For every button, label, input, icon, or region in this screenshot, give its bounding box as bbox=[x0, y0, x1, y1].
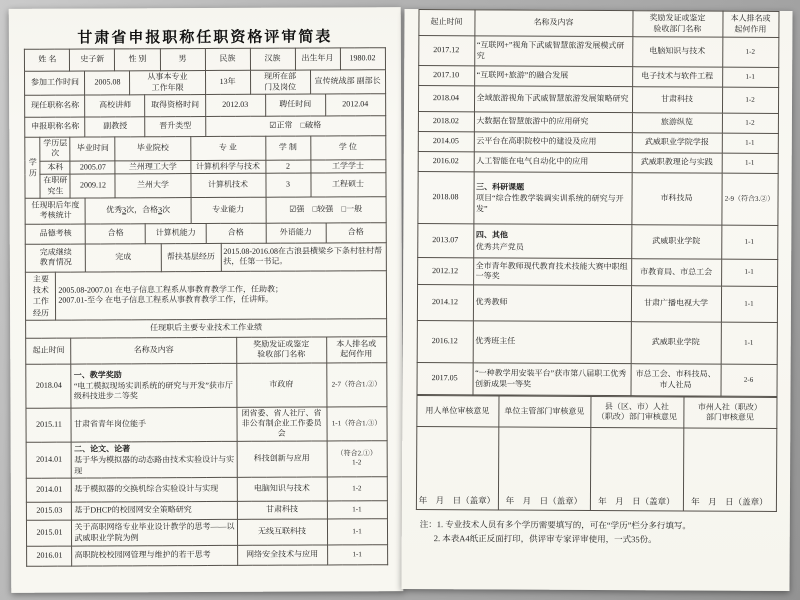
work-org: 市政府 bbox=[236, 363, 326, 407]
work-time: 2016.12 bbox=[417, 321, 473, 363]
works-row bbox=[418, 132, 778, 154]
edu-gradtime: 2009.12 bbox=[70, 174, 115, 198]
work-rank: 1-2 bbox=[352, 458, 362, 467]
work-rank: 1-1 bbox=[744, 299, 754, 308]
works-header-row bbox=[418, 10, 778, 38]
aid-label: 帮扶基层经历 bbox=[161, 243, 221, 271]
work-rank: 1-1（符合1.③） bbox=[331, 418, 382, 428]
edu-h-degree: 学 位 bbox=[310, 136, 385, 160]
promo-type-label: 晋升类型 bbox=[145, 117, 205, 137]
ethnic-label: 民族 bbox=[205, 48, 250, 70]
works-row bbox=[418, 86, 778, 114]
edu-h-length: 学 制 bbox=[265, 136, 310, 160]
works-row bbox=[418, 66, 778, 88]
work-name: 基于模拟器的交换机综合实验设计与实现 bbox=[74, 484, 219, 494]
work-name-cell bbox=[72, 441, 237, 478]
workstart-value: 2005.08 bbox=[85, 71, 130, 95]
opinions-body-row bbox=[416, 427, 776, 512]
work-rank-cell bbox=[722, 133, 778, 153]
work-rank-cell bbox=[722, 153, 778, 173]
edu-h-level: 学历层次 bbox=[40, 137, 70, 161]
work-org: 团省委、省人社厅、省非公有制企业工作委员会 bbox=[236, 407, 326, 442]
work-org: 电脑知识与技术 bbox=[237, 477, 327, 501]
years-label: 从事本专业 工作年限 bbox=[130, 71, 205, 95]
work-time: 2017.12 bbox=[418, 36, 474, 66]
work-rank: 2-7（符合1.②） bbox=[331, 379, 382, 389]
work-org: 电脑知识与技术 bbox=[632, 37, 722, 67]
work-org: 网络安全技术与应用 bbox=[237, 545, 327, 565]
work-section-label: 四、其他 bbox=[475, 230, 508, 240]
work-time: 2016.01 bbox=[27, 546, 72, 566]
work-time: 2018.08 bbox=[417, 172, 473, 224]
work-name: 关于高职网络专业毕业设计教学的思考——以武威职业学院为例 bbox=[74, 522, 235, 543]
work-rank-note: （符合2.①） bbox=[336, 449, 377, 458]
work-name-cell bbox=[473, 258, 631, 286]
date-stamp-line: 年 月 日（盖章） bbox=[418, 495, 496, 506]
birth-label: 出生年月 bbox=[295, 48, 340, 70]
row-checks bbox=[26, 223, 386, 245]
work-time: 2017.05 bbox=[417, 363, 473, 395]
opinion-cell-city bbox=[683, 428, 776, 511]
works-row bbox=[418, 36, 778, 68]
form-page-2 bbox=[401, 9, 792, 591]
appraisal-value bbox=[86, 198, 191, 224]
ethnic-value: 汉族 bbox=[250, 48, 295, 70]
work-name-cell bbox=[473, 321, 631, 364]
work-org: 武威职业学院学报 bbox=[632, 133, 722, 153]
work-name-cell bbox=[473, 363, 631, 396]
edu-header-row bbox=[25, 136, 385, 161]
edu-h-school: 毕业院校 bbox=[115, 137, 190, 161]
work-name-cell bbox=[474, 86, 632, 113]
work-rank: 2-9（符合3.②） bbox=[724, 194, 775, 203]
work-name: “电工模拟现场实训系统的研究与开发”获市厅级科技进步二等奖 bbox=[73, 380, 233, 401]
opinion-cell-employer bbox=[416, 427, 498, 510]
work-rank: 1-1 bbox=[744, 268, 754, 277]
work-rank: 1-1 bbox=[744, 338, 754, 347]
edu-h-gradtime: 毕业时间 bbox=[70, 137, 115, 161]
work-org: 甘肃科技 bbox=[632, 87, 722, 113]
opinions-table bbox=[415, 395, 777, 512]
work-rank-cell bbox=[720, 364, 776, 396]
work-rank: 1-1 bbox=[744, 237, 754, 246]
row-appraisal bbox=[25, 197, 385, 225]
gender-value: 男 bbox=[160, 49, 205, 71]
work-rank-cell bbox=[327, 441, 387, 477]
works-row bbox=[27, 501, 387, 521]
work-name: “互联网+旅游”的融合发展 bbox=[476, 70, 569, 81]
workstart-label: 参加工作时间 bbox=[25, 71, 85, 95]
opinion-cell-supervisor bbox=[498, 427, 590, 510]
work-org: 甘肃广播电视大学 bbox=[631, 286, 721, 322]
work-rank-cell bbox=[326, 362, 386, 406]
edu-row bbox=[25, 173, 385, 198]
work-org: 市科技局 bbox=[631, 173, 721, 225]
foreign-value: 合格 bbox=[326, 223, 386, 243]
career-content bbox=[56, 271, 386, 320]
works-row bbox=[417, 172, 777, 226]
appraisal-label: 任现职后年度考核统计 bbox=[25, 198, 85, 224]
work-org: 武威职业学院 bbox=[631, 225, 721, 259]
applicant-info-table bbox=[24, 47, 387, 567]
work-rank-cell bbox=[722, 113, 778, 133]
work-org: 市总工会、市科技局、市人社局 bbox=[630, 364, 720, 396]
work-rank-cell bbox=[327, 501, 387, 519]
edu-major: 计算机技术 bbox=[190, 173, 265, 197]
work-rank-cell bbox=[327, 545, 387, 565]
work-time: 2012.12 bbox=[417, 258, 473, 285]
work-rank: 1-1 bbox=[745, 158, 755, 167]
work-rank: 1-2 bbox=[352, 484, 362, 493]
works-section-title: 任现职后主要专业技术工作业绩 bbox=[26, 318, 386, 338]
work-org: 武威职业学院 bbox=[631, 322, 721, 364]
date-stamp-line: 年 月 日（盖章） bbox=[691, 496, 768, 507]
work-rank: 1-1 bbox=[352, 505, 362, 514]
work-rank: 1-1 bbox=[745, 72, 755, 81]
row-workstart bbox=[25, 70, 385, 96]
work-rank-cell bbox=[327, 519, 387, 545]
edu-degree: 工学学士 bbox=[310, 159, 385, 173]
work-time: 2013.07 bbox=[417, 224, 473, 258]
form-notes bbox=[420, 518, 790, 547]
works-h-time: 起止时间 bbox=[26, 338, 71, 364]
work-time: 2014.12 bbox=[417, 285, 473, 321]
education-section bbox=[25, 136, 385, 199]
works-row bbox=[417, 258, 777, 287]
work-name: 云平台在高职院校中的建设及应用 bbox=[476, 136, 597, 147]
work-name: 优秀共产党员 bbox=[475, 241, 524, 252]
opinions-header-row bbox=[416, 396, 776, 429]
work-rank: 1-2 bbox=[745, 95, 755, 104]
row-apply-title bbox=[25, 116, 385, 138]
edu-level: 本科 bbox=[40, 161, 70, 175]
birth-value: 1980.02 bbox=[340, 48, 385, 70]
works-row bbox=[418, 152, 778, 174]
promo-type-checkboxes: ☑正常 □破格 bbox=[205, 116, 385, 137]
edu-h-major: 专 业 bbox=[190, 136, 265, 160]
work-rank-cell bbox=[722, 67, 778, 87]
works-row bbox=[417, 363, 777, 397]
date-stamp-line: 年 月 日（盖章） bbox=[505, 495, 583, 506]
work-rank-cell bbox=[722, 37, 778, 67]
works-table-page2 bbox=[416, 9, 779, 397]
appraisal-post: 次 bbox=[162, 205, 171, 215]
current-title-label: 现任职称名称 bbox=[25, 95, 85, 117]
work-rank-cell bbox=[722, 87, 778, 113]
work-org: 无线互联科技 bbox=[237, 519, 327, 545]
work-name-cell bbox=[72, 477, 237, 502]
works-row bbox=[417, 224, 777, 260]
work-section-label: 三、科研课题 bbox=[476, 182, 525, 192]
computer-value: 合格 bbox=[206, 223, 266, 243]
apply-title-label: 申报职称名称 bbox=[25, 117, 85, 137]
edu-school: 兰州大学 bbox=[115, 174, 190, 198]
foreign-label: 外语能力 bbox=[266, 223, 326, 243]
work-rank-cell bbox=[326, 406, 386, 440]
work-name-cell bbox=[473, 172, 631, 225]
work-name-cell bbox=[474, 36, 632, 67]
name-label: 姓 名 bbox=[25, 49, 70, 71]
work-rank-cell bbox=[721, 259, 777, 286]
works-row bbox=[27, 441, 387, 479]
work-rank-cell bbox=[721, 225, 777, 259]
edu-major: 计算机科学与技术 bbox=[190, 160, 265, 174]
work-name: 甘肃省青年岗位能手 bbox=[73, 419, 147, 429]
gender-label: 性 别 bbox=[115, 49, 160, 71]
row-career bbox=[26, 271, 386, 320]
work-section-label: 一、教学奖励 bbox=[73, 369, 122, 380]
work-name-cell bbox=[474, 132, 632, 153]
row-current-title bbox=[25, 94, 385, 118]
dept-value: 宣传统战部 副部长 bbox=[310, 70, 385, 94]
work-time: 2015.11 bbox=[26, 408, 71, 442]
works-h-org: 奖励发证或鉴定 验收部门名称 bbox=[236, 337, 326, 363]
opinion-cell-county bbox=[590, 427, 683, 510]
work-rank: 1-1 bbox=[745, 138, 755, 147]
ability-checkboxes: ☑强 □较强 □一般 bbox=[266, 197, 386, 224]
work-name: 项目“综合性教学装调实训系统的研究与开发” bbox=[475, 193, 624, 214]
works-h-org: 奖励发证或鉴定 验收部门名称 bbox=[632, 11, 722, 37]
row-continuing bbox=[26, 243, 386, 273]
dept-label: 现所在部 门及岗位 bbox=[250, 70, 310, 94]
work-time: 2018.04 bbox=[26, 364, 71, 408]
works-row bbox=[417, 321, 777, 365]
work-name: 高职院校校园网管理与维护的若干思考 bbox=[74, 550, 211, 560]
ability-label: 专业能力 bbox=[191, 197, 266, 223]
works-row bbox=[27, 477, 387, 503]
works-row bbox=[418, 112, 778, 134]
works-rows-right bbox=[417, 36, 779, 397]
hire-time-value: 2012.04 bbox=[325, 94, 385, 116]
years-value: 13年 bbox=[205, 70, 250, 94]
row-works-title bbox=[26, 318, 386, 338]
work-rank: 1-2 bbox=[745, 118, 755, 127]
career-line-2: 2007.01-至今 在电子信息工程系从事教育教学工作，任讲师。 bbox=[58, 295, 274, 305]
works-row bbox=[26, 406, 386, 442]
opinion-h-county: 县（区、市）人社 （职改）部门审核意见 bbox=[590, 396, 683, 427]
row-name bbox=[25, 48, 385, 72]
work-time: 2016.02 bbox=[418, 152, 474, 172]
work-time: 2017.10 bbox=[418, 66, 474, 86]
current-title-value: 高校讲师 bbox=[85, 95, 145, 117]
opinion-h-city: 市州人社（职改） 部门审核意见 bbox=[683, 397, 776, 428]
work-name: 优秀教师 bbox=[475, 297, 508, 307]
work-org: 市教育局、市总工会 bbox=[631, 259, 721, 286]
work-org: 武威职教理论与实践 bbox=[632, 153, 722, 173]
works-header-page2 bbox=[418, 10, 778, 38]
works-row bbox=[417, 285, 777, 323]
qual-time-label: 取得资格时间 bbox=[145, 95, 205, 117]
works-h-rank: 本人排名或 起何作用 bbox=[326, 336, 386, 362]
work-org: 科技创新与应用 bbox=[237, 441, 327, 478]
hire-time-label: 聘任时间 bbox=[265, 94, 325, 116]
work-time: 2015.01 bbox=[27, 520, 72, 546]
qual-time-value: 2012.03 bbox=[205, 94, 265, 116]
works-h-time: 起止时间 bbox=[418, 10, 474, 36]
opinion-h-employer: 用人单位审核意见 bbox=[416, 396, 498, 427]
work-name: 优秀班主任 bbox=[475, 336, 516, 346]
work-org: 甘肃科技 bbox=[237, 501, 327, 519]
work-rank: 1-1 bbox=[352, 527, 362, 536]
work-name-cell bbox=[71, 363, 236, 408]
work-rank: 1-2 bbox=[745, 47, 755, 56]
work-name: “一种教学用安装平台”获市第八届职工优秀创新成果一等奖 bbox=[475, 368, 627, 389]
excellent-count: 3 bbox=[122, 205, 127, 215]
moral-label: 品德考核 bbox=[26, 224, 86, 244]
work-time: 2018.02 bbox=[418, 112, 474, 132]
work-name-cell bbox=[473, 285, 631, 322]
edu-length: 2 bbox=[265, 160, 310, 174]
work-time: 2018.04 bbox=[418, 86, 474, 112]
edu-group-label: 学历 bbox=[25, 137, 40, 198]
continuing-value: 完成 bbox=[86, 244, 161, 272]
work-rank: 2-6 bbox=[743, 375, 754, 384]
appraisal-mid: 次，合格 bbox=[126, 205, 159, 215]
work-time: 2014.05 bbox=[418, 132, 474, 152]
work-rank-cell bbox=[721, 322, 777, 364]
work-name: 人工智能在电气自动化中的应用 bbox=[476, 156, 589, 167]
works-row bbox=[26, 362, 386, 408]
edu-school: 兰州理工大学 bbox=[115, 160, 190, 174]
edu-gradtime: 2005.07 bbox=[70, 161, 115, 175]
works-row bbox=[27, 519, 387, 547]
work-name: 基于华为模拟器的动态路由技术实验设计与实现 bbox=[74, 455, 235, 476]
appraisal-pre: 优秀 bbox=[106, 205, 123, 215]
work-rank-cell bbox=[721, 173, 777, 225]
work-name-cell bbox=[72, 519, 237, 546]
works-h-name: 名称及内容 bbox=[71, 337, 236, 364]
work-name: 基于DHCP的校园网安全策略研究 bbox=[74, 505, 192, 515]
apply-title-value: 副教授 bbox=[85, 117, 145, 137]
work-name: “互联网+”视角下武威智慧旅游发展模式研究 bbox=[476, 40, 625, 60]
continuing-label: 完成继续 教育情况 bbox=[26, 244, 86, 272]
works-rows-left bbox=[26, 362, 387, 566]
computer-label: 计算机能力 bbox=[146, 223, 206, 243]
appraisal-section bbox=[25, 197, 386, 364]
works-h-name: 名称及内容 bbox=[474, 10, 632, 37]
edu-level: 在职研究生 bbox=[40, 174, 70, 198]
note-line-2: 2. 本表A4纸正反面打印，供评审专家评审使用，一式35份。 bbox=[433, 532, 657, 544]
career-label: 主要技术工作经历 bbox=[26, 272, 56, 320]
info-rows bbox=[25, 48, 386, 138]
works-row bbox=[27, 545, 387, 567]
name-value: 史子新 bbox=[70, 49, 115, 71]
work-name-cell bbox=[474, 152, 632, 173]
work-name-cell bbox=[71, 407, 236, 442]
aid-value: 2015.08-2016.08在古浪县横梁乡下条村驻村帮扶，任第一书记。 bbox=[221, 243, 386, 272]
opinion-h-supervisor: 单位主管部门审核意见 bbox=[498, 396, 590, 427]
works-header-row bbox=[26, 336, 386, 364]
work-time: 2014.01 bbox=[27, 478, 72, 502]
edu-length: 3 bbox=[265, 173, 310, 197]
edu-degree: 工程硕士 bbox=[310, 173, 385, 197]
works-h-rank: 本人排名或 起何作用 bbox=[722, 11, 778, 37]
work-time: 2015.03 bbox=[27, 502, 72, 520]
work-org: 旅游纵览 bbox=[632, 113, 722, 133]
work-rank-cell bbox=[721, 286, 777, 322]
work-name-cell bbox=[474, 66, 632, 87]
work-rank-cell bbox=[327, 477, 387, 501]
pass-count: 3 bbox=[158, 205, 163, 215]
work-name-cell bbox=[474, 112, 632, 133]
work-org: 电子技术与软件工程 bbox=[632, 67, 722, 87]
work-rank: 1-1 bbox=[352, 550, 362, 559]
date-stamp-line: 年 月 日（盖章） bbox=[598, 495, 675, 507]
work-name: 全市青年教师现代教育技术技能大赛中职组一等奖 bbox=[475, 260, 628, 281]
form-title: 甘肃省申报职称任职资格评审简表 bbox=[77, 29, 333, 47]
work-section-label: 二、论文、论著 bbox=[74, 444, 131, 454]
work-name: 全域旅游视角下武威智慧旅游发展策略研究 bbox=[476, 93, 629, 104]
form-page-1 bbox=[9, 7, 404, 593]
work-name-cell bbox=[72, 501, 237, 520]
work-name-cell bbox=[72, 545, 237, 566]
work-time: 2014.01 bbox=[27, 442, 72, 478]
moral-value: 合格 bbox=[86, 224, 146, 244]
note-line-1: 注：1. 专业技术人员有多个学历需要填写的，可在“学历”栏分多行填写。 bbox=[419, 519, 691, 531]
work-name: 大数据在智慧旅游中的应用研究 bbox=[476, 116, 589, 127]
work-name-cell bbox=[473, 224, 631, 259]
career-line-1: 2005.08-2007.01 在电子信息工程系从事教育教学工作，任助教； bbox=[58, 284, 284, 295]
